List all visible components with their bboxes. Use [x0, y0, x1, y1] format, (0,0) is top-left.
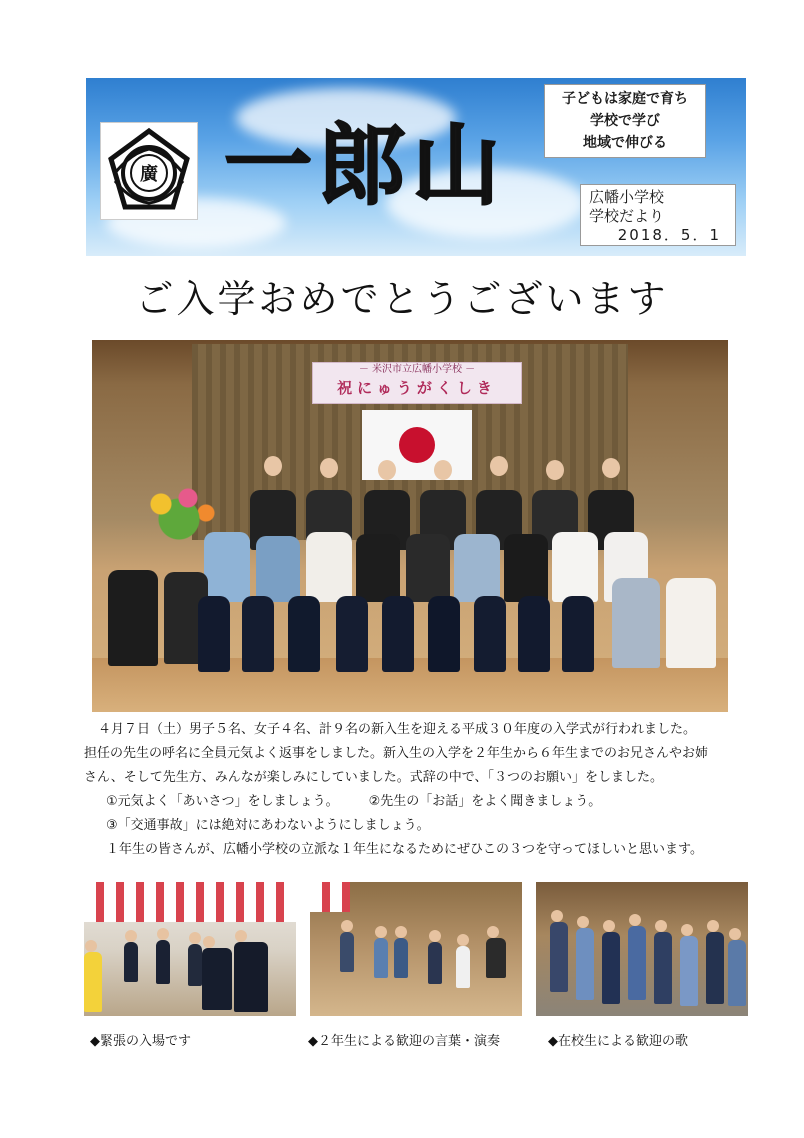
- person: [204, 532, 250, 602]
- photo-caption: ◆在校生による歓迎の歌: [548, 1034, 688, 1049]
- child: [562, 596, 594, 672]
- person: [306, 532, 352, 602]
- person: [454, 534, 500, 602]
- second-grade-welcome-photo: [310, 882, 522, 1016]
- child: [156, 940, 170, 984]
- child: [336, 596, 368, 672]
- person-head: [378, 460, 396, 480]
- person: [256, 536, 300, 602]
- motto-line: 子どもは家庭で育ち: [562, 91, 688, 107]
- child: [198, 596, 230, 672]
- person-head: [490, 456, 508, 476]
- child: [340, 932, 354, 972]
- article-body: [84, 718, 730, 862]
- child: [728, 940, 746, 1006]
- school-motto: [544, 84, 706, 158]
- child: [602, 932, 620, 1004]
- banner-school-name: － 米沢市立広幡小学校 －: [358, 364, 476, 375]
- issue-date: 2018．5．1: [617, 226, 721, 244]
- person-head: [264, 456, 282, 476]
- person-head: [320, 458, 338, 478]
- photo-caption: ◆緊張の入場です: [90, 1034, 191, 1049]
- child: [628, 926, 646, 1000]
- child: [188, 944, 202, 986]
- promise-item: ①元気よく「あいさつ」をしましょう。: [106, 794, 339, 809]
- issue-info: [580, 184, 736, 246]
- promise-item: ③「交通事故」には絶対にあわないようにしましょう。: [106, 818, 430, 833]
- child: [706, 932, 724, 1004]
- promise-line: [84, 790, 730, 814]
- person-head: [602, 458, 620, 478]
- paragraph: 担任の先生の呼名に全員元気よく返事をしました。新入生の入学を２年生から６年生までのお兄さんやお姉: [84, 746, 709, 761]
- photo-caption: ◆２年生による歓迎の言葉・演奏: [308, 1034, 500, 1049]
- red-white-curtain: [310, 882, 350, 912]
- person: [552, 532, 598, 602]
- child: [124, 942, 138, 982]
- child: [474, 596, 506, 672]
- person: [108, 570, 158, 666]
- page-headline: ご入学おめでとうございます: [135, 277, 669, 321]
- child: [202, 948, 232, 1010]
- person: [356, 534, 400, 602]
- person-head: [434, 460, 452, 480]
- publication-name: 学校だより: [589, 207, 665, 225]
- school-emblem-icon: [101, 123, 197, 219]
- school-emblem: [100, 122, 198, 220]
- students-song-photo: [536, 882, 748, 1016]
- piano: [486, 938, 506, 978]
- svg-text:廣: 廣: [140, 164, 158, 185]
- promise-item: ②先生の「お話」をよく聞きましょう。: [368, 794, 602, 809]
- child: [234, 942, 268, 1012]
- entrance-march-photo: [84, 882, 296, 1016]
- entrance-ceremony-photo: [92, 340, 728, 712]
- child: [428, 596, 460, 672]
- person: [504, 534, 548, 602]
- paragraph: １年生の皆さんが、広幡小学校の立派な１年生になるためにぜひこの３つを守ってほしいと思います。: [106, 842, 703, 857]
- school-name: 広幡小学校: [589, 188, 665, 206]
- child: [382, 596, 414, 672]
- newsletter-title: 一郎山: [224, 114, 507, 217]
- red-white-curtain: [84, 882, 296, 922]
- person: [406, 534, 450, 602]
- person: [612, 578, 660, 668]
- child: [288, 596, 320, 672]
- motto-line: 学校で学び: [590, 113, 660, 129]
- ceremony-banner: [312, 362, 522, 404]
- child: [576, 928, 594, 1000]
- child: [374, 938, 388, 978]
- child: [242, 596, 274, 672]
- paragraph: さん、そして先生方、みんなが楽しみにしていました。式辞の中で、「３つのお願い」をしました。: [84, 770, 664, 785]
- paragraph: ４月７日（土）男子５名、女子４名、計９名の新入生を迎える平成３０年度の入学式が行われました。: [98, 722, 697, 737]
- banner-ceremony-title: 祝にゅうがくしき: [337, 379, 497, 397]
- motto-line: 地域で伸びる: [583, 135, 667, 151]
- child: [428, 942, 442, 984]
- child: [654, 932, 672, 1004]
- flower-arrangement: [134, 480, 224, 540]
- masthead-banner: [86, 78, 746, 256]
- person: [666, 578, 716, 668]
- person-head: [546, 460, 564, 480]
- child: [680, 936, 698, 1006]
- child: [518, 596, 550, 672]
- child: [394, 938, 408, 978]
- child: [550, 922, 568, 992]
- child: [456, 946, 470, 988]
- yellow-chairs: [84, 952, 102, 1012]
